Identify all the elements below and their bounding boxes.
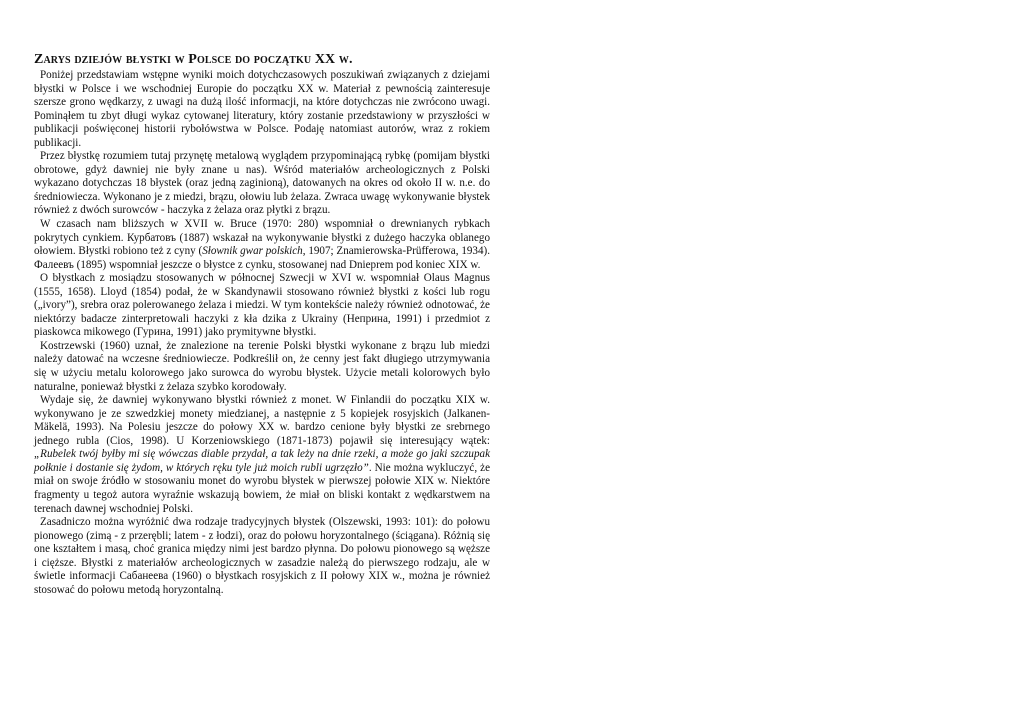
paragraph: [34, 272, 490, 340]
paragraph-text: , 1907; Znamierowska-Prüfferowa, 1934). Фалеевъ (1895) wspomniał jeszcze o błystce z cynku, stosowanej nad Dnieprem pod koniec XIX w.: [34, 245, 490, 271]
paragraph: [34, 516, 490, 597]
paragraph-text: Poniżej przedstawiam wstępne wyniki moich dotychczasowych poszukiwań związanych z dziejami błystki w Polsce i we wschodniej Europie do początku XX w. Materiał z pewnością zainteresuje szersze grono wędkarzy, z uwagi na dużą ilość informacji, na które dotychczas nie zwrócono uwagi. Pominąłem tu zbyt długi wykaz cytowanej literatury, który zostanie przedstawiony w przyszłości w publikacji poświęconej historii rybołówstwa w Polsce. Podaję natomiast autorów, wraz z rokiem publikacji.: [34, 69, 490, 149]
paragraph-text: O błystkach z mosiądzu stosowanych w północnej Szwecji w XVI w. wspomniał Olaus Magnus (1555, 1658). Lloyd (1854) podał, że w Skandynawii stosowano również błystki z kości lub rogu („ivory”), srebra oraz polerowanego żelaza i miedzi. W tym kontekście należy również odnotować, że niektórzy badacze zinterpretowali haczyki z kła dzika z Ukrainy (Неприна, 1991) i przedmiot z piaskowca mikowego (Гурина, 1991) jako prymitywne błystki.: [34, 272, 490, 339]
paragraph-text: . Nie można wykluczyć, że miał on swoje źródło w stosowaniu monet do wyrobu błystek w pierwszej połowie XIX w. Niektóre fragmenty u tegoż autora wyraźnie wskazują bowiem, że miał on bliski kontakt z wędkarstwem na terenach dawnej wschodniej Polski.: [34, 461, 490, 515]
paragraph: [34, 69, 490, 150]
italic-text: Słownik gwar polskich: [202, 245, 303, 258]
paragraph: [34, 340, 490, 394]
paragraph: [34, 150, 490, 218]
paragraph-text: Kostrzewski (1960) uznał, że znalezione na terenie Polski błystki wykonane z brązu lub miedzi należy datować na wczesne średniowiecze. Podkreślił on, że cenny jest fakt długiego utrzymywania się w użyciu metalu kolorowego jako surowca do wyrobu błystek. Użycie metali kolorowych było naturalne, ponieważ błystki z żelaza szybko korodowały.: [34, 339, 490, 393]
text-column: [34, 52, 490, 597]
paragraph-text: Zasadniczo można wyróżnić dwa rodzaje tradycyjnych błystek (Olszewski, 1993: 101): do połowu pionowego (zimą - z przerębli; latem - z łodzi), oraz do połowu horyzontalnego (ściągana). Różnią się one kształtem i masą, choć granica między nimi jest bardzo płynna. Do połowu pionowego są węższe i cięższe. Błystki z materiałów archeologicznych w zasadzie należą do pierwszego rodzaju, ale w świetle informacji Сабанеева (1960) o błystkach rosyjskich z II połowy XIX w., można je również stosować do połowu metodą horyzontalną.: [34, 516, 490, 596]
paragraph-text: Przez błystkę rozumiem tutaj przynętę metalową wyglądem przypominającą rybkę (pomijam błystki obrotowe, gdyż dawniej nie były znane u nas). Wśród materiałów archeologicznych z Polski wykazano dotychczas 18 błystek (oraz jedną zaginioną), datowanych na okres od około II w. n.e. do średniowiecza. Wykonano je z miedzi, brązu, ołowiu lub żelaza. Zwraca uwagę wykonywanie błystek również z dwóch surowców - haczyka z żelaza oraz płytki z brązu.: [34, 150, 490, 217]
paragraph: [34, 394, 490, 516]
paragraph-text: Wydaje się, że dawniej wykonywano błystki również z monet. W Finlandii do początku XIX w. wykonywano je ze szwedzkiej monety miedzianej, a następnie z 5 kopiejek rosyjskich (Jalkanen-Mäkelä, 1993). Na Polesiu jeszcze do połowy XX w. bardzo cenione były błystki ze srebrnego jednego rubla (Cios, 1998). U Korzeniowskiego (1871-1873) pojawił się interesujący wątek:: [34, 394, 490, 447]
paragraph: [34, 218, 490, 272]
article-body: [34, 69, 490, 597]
page-title: Zarys dziejów błystki w Polsce do początku XX w.: [34, 52, 353, 67]
paragraph-text: W czasach nam bliższych w XVII w. Bruce (1970: 280) wspomniał o drewnianych rybkach pokrytych cynkiem. Курбатовъ (1887) wskazał na wykonywanie błystki z dużego haczyka oblanego ołowiem. Błystki robiono też z cyny (: [34, 218, 490, 258]
italic-text: „Rubelek twój byłby mi się wówczas diable przydał, a tak leży na dnie rzeki, a może go jaki szczupak połknie i dostanie się żydom, w których ręku tyle już moich rubli ugrzęzło”: [34, 448, 490, 474]
